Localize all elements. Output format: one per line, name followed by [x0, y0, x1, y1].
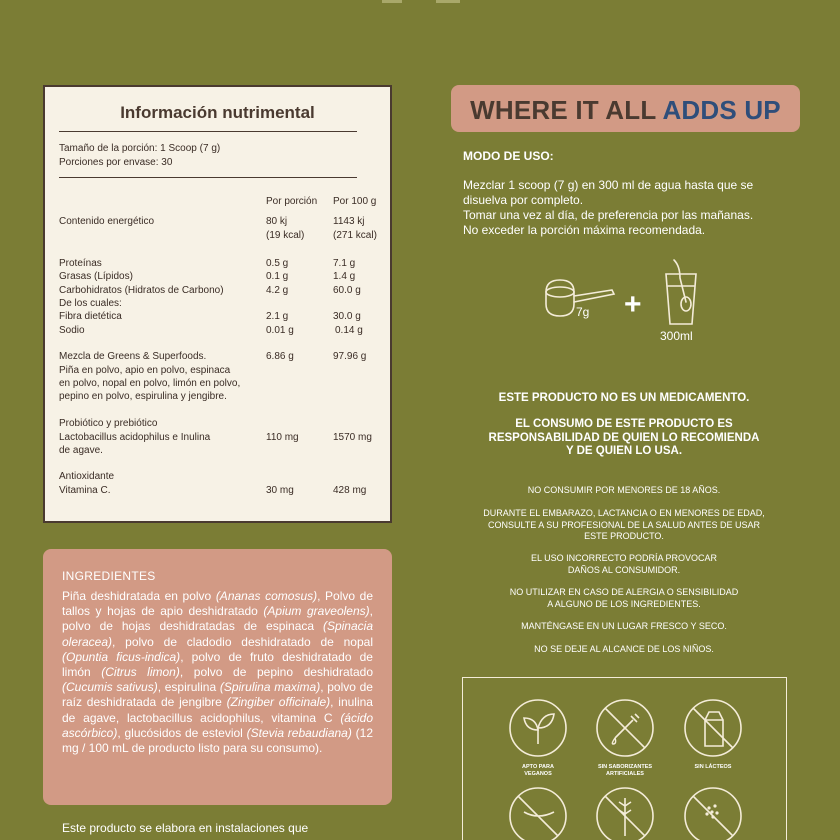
top-decoration: [436, 0, 460, 3]
row-probiotic-detail: Lactobacillus acidophilus e Inulina: [59, 432, 211, 443]
row-antioxidant-label: Antioxidante: [59, 471, 115, 482]
warning-line: EL CONSUMO DE ESTE PRODUCTO ES: [515, 418, 733, 430]
row-probiotic-detail: de agave.: [59, 445, 103, 456]
usage-title: MODO DE USO:: [463, 149, 554, 163]
divider: [59, 177, 357, 178]
row-carbs-label: Carbohidratos (Hidratos de Carbono): [59, 285, 224, 296]
children-warning: NO SE DEJE AL ALCANCE DE LOS NIÑOS.: [534, 644, 714, 654]
minors-warning: NO CONSUMIR POR MENORES DE 18 AÑOS.: [527, 485, 721, 495]
row-sodium-100g: 0.14 g: [335, 325, 363, 336]
badge-gluten-free: [580, 786, 670, 840]
row-energy-kcal-portion: (19 kcal): [266, 230, 305, 241]
warning-line: ESTE PRODUCTO.: [584, 531, 664, 541]
badge-label-line: SIN SABORIZANTES: [597, 764, 653, 770]
row-fat-label: Grasas (Lípidos): [59, 271, 133, 282]
row-fiber-portion: 2.1 g: [266, 311, 289, 322]
row-greens-detail: Piña en polvo, apio en polvo, espinaca: [59, 365, 231, 376]
badge-no-artificial-flavors: [580, 698, 670, 777]
row-energy-portion: 80 kj: [266, 216, 288, 227]
row-probiotic-100g: 1570 mg: [333, 432, 372, 443]
badge-label-line: APTO PARA: [522, 764, 554, 770]
row-fiber-100g: 30.0 g: [333, 311, 361, 322]
warning-line: Y DE QUIEN LO USA.: [565, 445, 683, 457]
badge-flavor-label: [580, 764, 670, 777]
glass-icon: [666, 260, 696, 324]
slogan-part-2: ADDS UP: [662, 95, 781, 125]
facility-note: Este producto se elabora en instalaciones que: [62, 821, 309, 835]
wheat-crossed-icon: [595, 786, 655, 840]
badge-vegan: [493, 698, 583, 777]
divider: [59, 131, 357, 132]
badges-panel: [462, 677, 787, 840]
row-carbs-100g: 60.0 g: [333, 285, 361, 296]
usage-instructions: [463, 178, 803, 238]
badge-no-sugar: [493, 786, 583, 840]
row-energy-100g: 1143 kj: [333, 216, 365, 227]
allergy-warning: [455, 587, 793, 610]
row-protein-100g: 7.1 g: [333, 258, 356, 269]
row-antioxidant-100g: 428 mg: [333, 485, 367, 496]
usage-line: Tomar una vez al día, de preferencia por las mañanas.: [463, 208, 754, 222]
serving-size: Tamaño de la porción: 1 Scoop (7 g): [59, 143, 221, 154]
row-greens-100g: 97.96 g: [333, 351, 367, 362]
plus-sign: +: [624, 288, 642, 321]
usage-line: disuelva por completo.: [463, 193, 584, 207]
col-header-100g: Por 100 g: [333, 196, 377, 207]
row-sodium-portion: 0.01 g: [266, 325, 294, 336]
slogan-part-1: WHERE IT ALL: [470, 95, 663, 125]
row-carbs-portion: 4.2 g: [266, 285, 289, 296]
badge-label-line: ARTIFICIALES: [606, 770, 644, 777]
ingredients-panel: [43, 549, 392, 805]
row-energy-kcal-100g: (271 kcal): [333, 230, 377, 241]
warning-line: NO UTILIZAR EN CASO DE ALERGIA O SENSIBILIDAD: [509, 587, 739, 597]
col-header-portion: Por porción: [266, 196, 318, 207]
row-energy-label: Contenido energético: [59, 216, 155, 227]
row-sodium-label: Sodio: [59, 325, 85, 336]
top-decoration: [382, 0, 402, 3]
badge-vegan-label: [493, 764, 583, 777]
granules-crossed-icon: [683, 786, 743, 840]
milk-carton-crossed-icon: [683, 698, 743, 758]
row-greens-label: Mezcla de Greens & Superfoods.: [59, 351, 207, 362]
warning-line: RESPONSABILIDAD DE QUIEN LO RECOMIENDA: [488, 431, 760, 444]
pregnancy-warning: [455, 508, 793, 543]
warning-line: EL USO INCORRECTO PODRÍA PROVOCAR: [530, 553, 718, 563]
badge-label-line: VEGANOS: [524, 770, 552, 777]
responsibility-warning: [455, 418, 793, 459]
warning-line: DAÑOS AL CONSUMIDOR.: [567, 564, 681, 575]
nutrition-title: Información nutrimental: [120, 103, 315, 122]
row-protein-label: Proteínas: [59, 258, 102, 269]
row-greens-detail: en polvo, nopal en polvo, limón en polvo,: [59, 378, 241, 389]
row-fat-portion: 0.1 g: [266, 271, 289, 282]
badge-no-dairy: [668, 698, 758, 771]
not-medicine-warning: ESTE PRODUCTO NO ES UN MEDICAMENTO.: [498, 392, 750, 404]
nutrition-panel: [43, 85, 392, 523]
warning-line: DURANTE EL EMBARAZO, LACTANCIA O EN MENORES DE EDAD,: [483, 508, 765, 518]
slogan-banner: [451, 85, 800, 132]
row-greens-portion: 6.86 g: [266, 351, 294, 362]
row-of-which-label: De los cuales:: [59, 298, 122, 309]
row-fat-100g: 1.4 g: [333, 271, 356, 282]
row-antioxidant-portion: 30 mg: [266, 485, 294, 496]
misuse-warning: [455, 553, 793, 576]
row-antioxidant-detail: Vitamina C.: [59, 485, 111, 496]
badge-no-preservatives: [668, 786, 758, 840]
ingredients-title: INGREDIENTES: [62, 569, 156, 583]
usage-illustration: [540, 256, 720, 348]
dropper-crossed-icon: [595, 698, 655, 758]
usage-line: No exceder la porción máxima recomendada.: [463, 223, 706, 237]
row-greens-detail: pepino en polvo, espirulina y jengibre.: [59, 391, 227, 402]
spoon-crossed-icon: [508, 786, 568, 840]
row-probiotic-portion: 110 mg: [266, 432, 299, 443]
ingredients-text: Piña deshidratada en polvo (Ananas comosus), Polvo de tallos y hojas de apio deshidratado (Apium graveolens), polvo de hojas deshidratadas de espinaca (Spinacia oleracea), polvo de cladodio deshidratado de nopal (Opuntia ficus-indica), polvo de fruto deshidratado de limón (Citrus limon), polvo de pepino deshidratado (Cucumis sativus), espirulina (Spirulina maxima), polvo de raíz deshidratada de jengibre (Zingiber officinale), inulina de agave, lactobacillus acidophilus, vitamina C (ácido ascórbico), glucósidos de esteviol (Stevia rebaudiana) (12 mg / 100 mL de producto listo para su consumo).: [62, 589, 374, 756]
warning-line: CONSULTE A SU PROFESIONAL DE LA SALUD ANTES DE USAR: [487, 519, 761, 530]
servings-per-container: Porciones por envase: 30: [59, 157, 173, 168]
glass-label: 300ml: [660, 329, 693, 343]
scoop-label: 7g: [576, 305, 590, 319]
row-protein-portion: 0.5 g: [266, 258, 289, 269]
storage-warning: MANTÉNGASE EN UN LUGAR FRESCO Y SECO.: [521, 621, 727, 631]
sprout-icon: [508, 698, 568, 758]
warning-line: A ALGUNO DE LOS INGREDIENTES.: [547, 598, 701, 609]
badge-dairy-label: SIN LÁCTEOS: [694, 764, 732, 770]
row-probiotic-label: Probiótico y prebiótico: [59, 418, 158, 429]
row-fiber-label: Fibra dietética: [59, 311, 122, 322]
usage-line: Mezclar 1 scoop (7 g) en 300 ml de agua hasta que se: [463, 178, 754, 192]
